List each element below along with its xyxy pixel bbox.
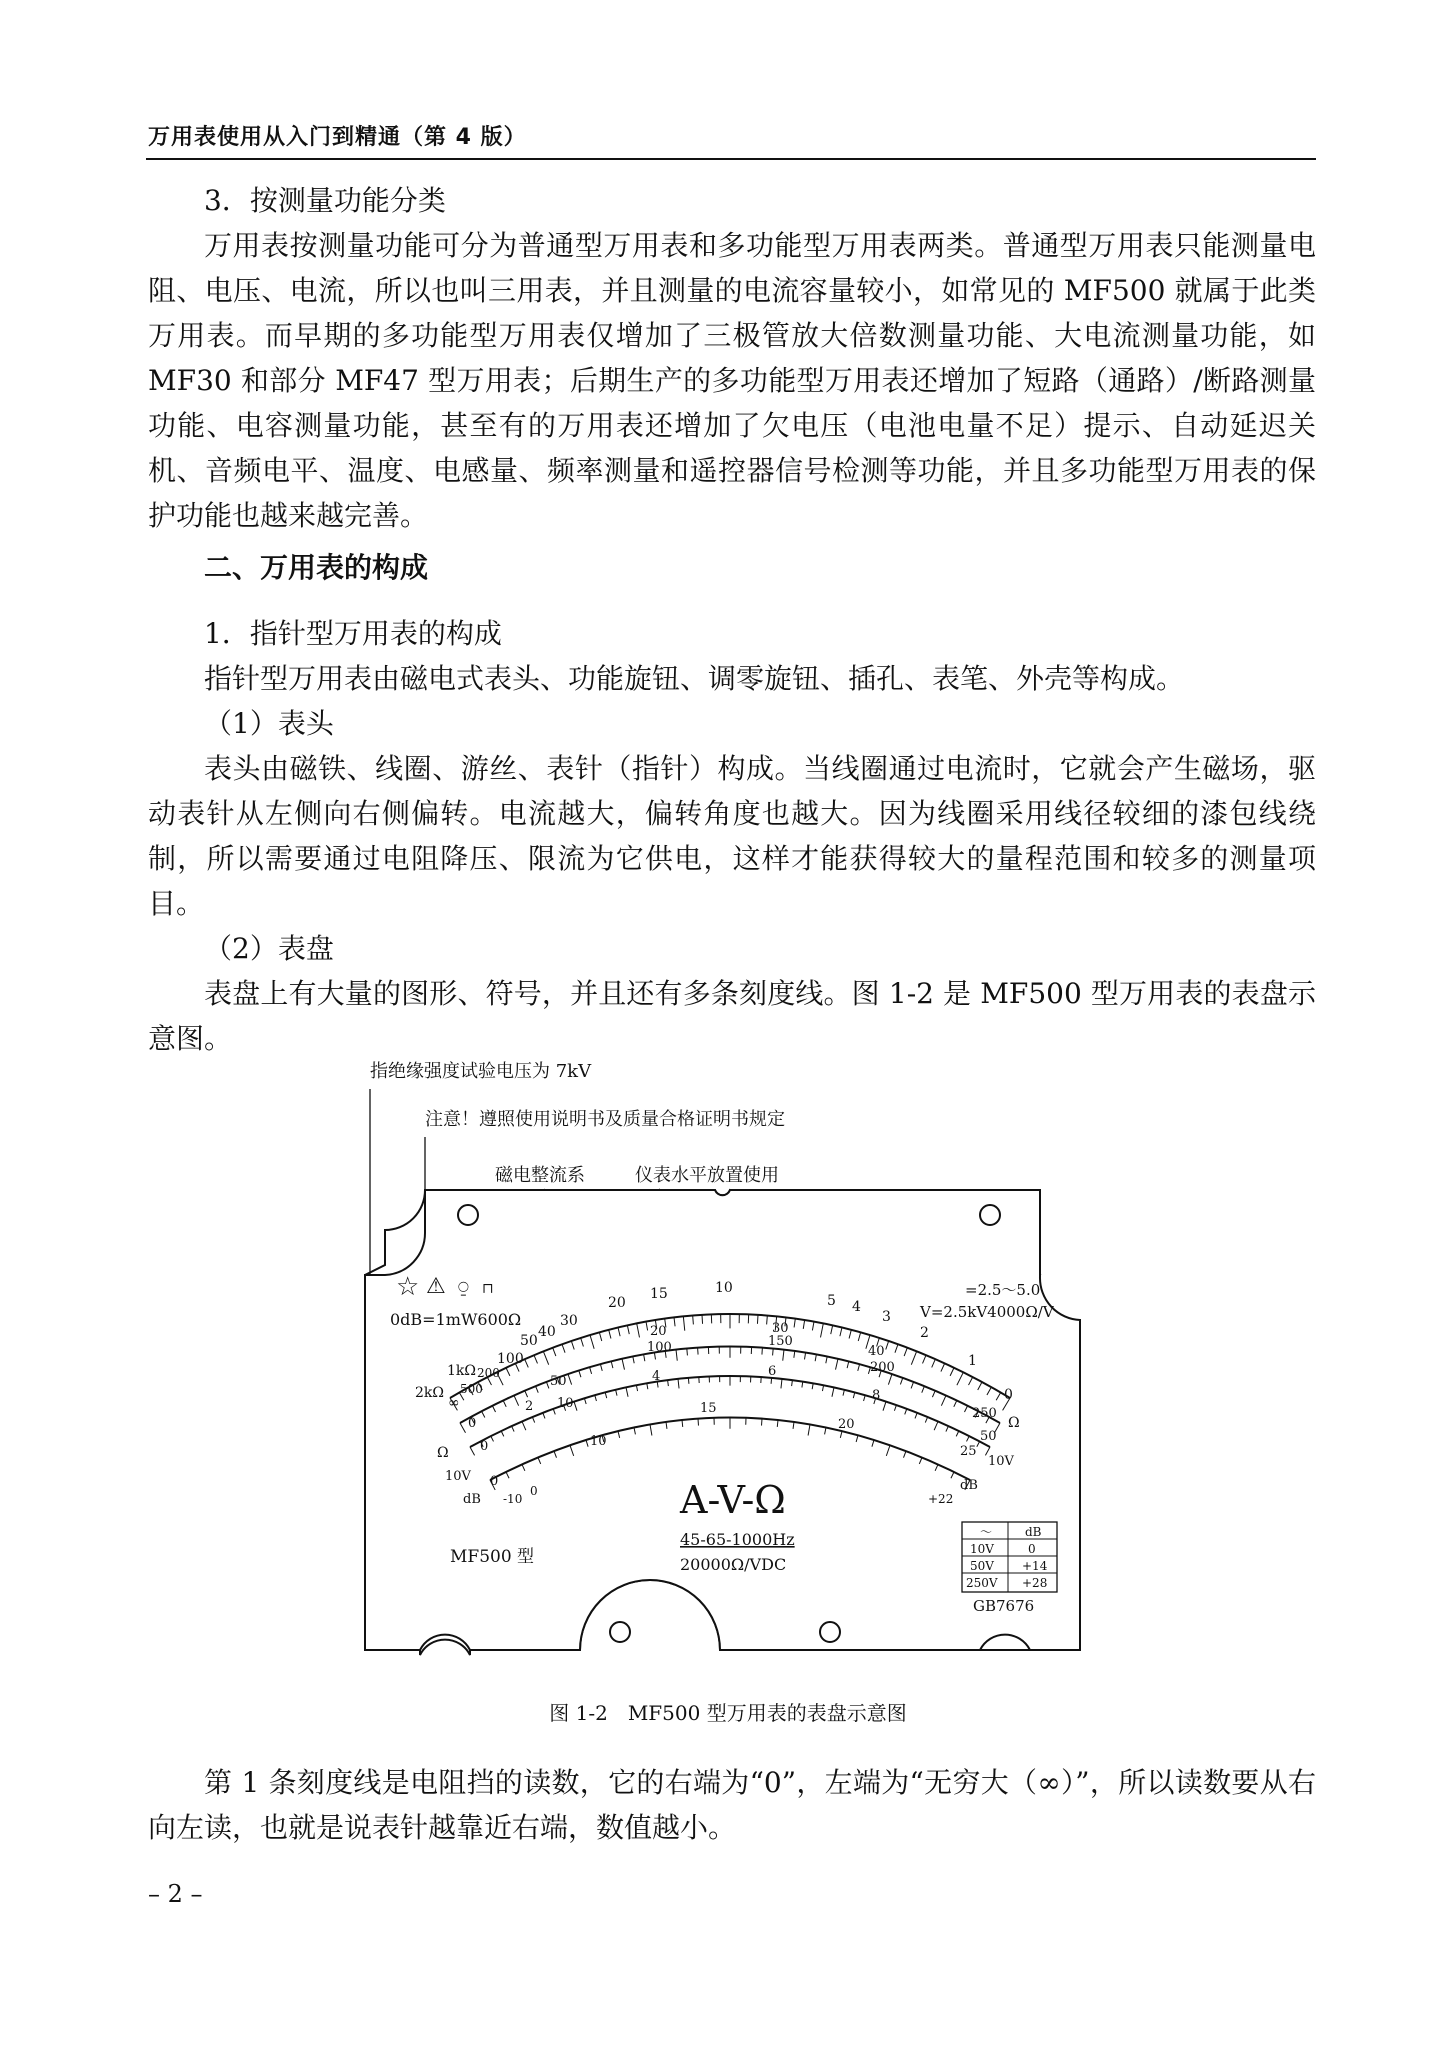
chapter-heading-composition: 二、万用表的构成 [204,551,429,584]
model-text: MF500 型 [450,1547,535,1567]
dial-diagram [360,1055,1090,1695]
ohm-tick-label: 15 [650,1286,668,1302]
db-table-header: dB [1025,1525,1042,1539]
right-scale-label: 10V [988,1454,1014,1469]
body-section-2-content [148,611,1316,1061]
ohm-tick-label: 40 [538,1324,556,1340]
db-table-cell: 50V [970,1559,994,1573]
ohm-tick-label: 500 [460,1382,483,1396]
callout-horizontal-label: 仪表水平放置使用 [635,1165,779,1186]
scale-tick [702,1315,703,1324]
db-table-header: ～ [980,1525,993,1539]
running-header: 万用表使用从入门到精通（第 4 版） [148,125,527,150]
page-number: – 2 – [148,1880,203,1908]
scale2-tick-label: 50 [550,1374,567,1389]
header-rule [146,158,1316,160]
callout-rectifier-label: 磁电整流系 [495,1165,585,1186]
body-section-closing [148,1760,1316,1850]
horizontal-icon: ⊓ [482,1281,494,1297]
scale3-tick-label: 40 [868,1344,885,1359]
ohm-tick-label: 4 [852,1299,861,1315]
left-scale-label: 10V [445,1469,471,1484]
scale3-tick-label: 50 [980,1429,997,1444]
scale-tick [687,1348,688,1355]
figure-mf500-dial [360,1055,1090,1695]
left-scale-label: Ω [437,1445,449,1461]
ohm-tick-label: 0 [1004,1387,1013,1403]
ohm-tick-label: 200 [477,1366,500,1380]
brand-text: A-V-Ω [680,1478,786,1522]
db-tick-label: 0 [530,1484,538,1498]
ohm-tick-label: 3 [882,1309,891,1325]
sub-heading-pointer-meter: 1．指针型万用表的构成 [204,617,502,650]
ohm-tick-label: 1 [968,1353,977,1369]
ohm-tick-label: 2kΩ [415,1385,444,1401]
scale5-tick-label: 25 [960,1444,977,1459]
db-tick-label: +22 [928,1492,954,1506]
scale3-tick-label: 20 [650,1324,667,1339]
db-reference-text: 0dB=1mW600Ω [390,1310,522,1329]
scale5-tick-label: 0 [490,1474,499,1489]
body-section-2 [148,545,1316,590]
paragraph-dial: 表盘上有大量的图形、符号，并且还有多条刻度线。图 1-2 是 MF500 型万用表的表盘示意图。 [148,977,1316,1055]
scale2-tick-label: 200 [870,1360,895,1375]
section-heading-3: 3．按测量功能分类 [204,184,446,217]
frequency-text: 45-65-1000Hz [680,1530,795,1549]
ohm-tick-label: 5 [827,1293,836,1309]
callout-warning-label: 注意！遵照使用说明书及质量合格证明书规定 [425,1109,785,1130]
scale3-tick-label: 0 [480,1439,489,1454]
paragraph-intro: 指针型万用表由磁电式表头、功能旋钮、调零旋钮、插孔、表笔、外壳等构成。 [204,662,1185,695]
db-table-cell: 10V [970,1542,994,1556]
ohm-tick-label: 50 [520,1333,538,1349]
db-table-cell: 250V [966,1576,998,1590]
right-scale-label: dB [960,1478,978,1493]
db-tick-label: -10 [503,1492,523,1506]
scale4-tick-label: 2 [525,1399,534,1414]
ohm-tick-label: 100 [497,1351,524,1367]
ohm-tick-label: 20 [608,1295,626,1311]
scale-tick [773,1348,774,1355]
warning-icon: ⚠ [426,1274,446,1299]
ohm-tick-label: 1kΩ [447,1363,476,1379]
item-heading-meter-head: （1）表头 [204,707,334,740]
scale4-tick-label: 6 [768,1364,777,1379]
scale-tick [688,1378,689,1384]
scale4-tick-label: 4 [652,1369,661,1384]
left-scale-label: dB [463,1492,481,1507]
standard-text: GB7676 [973,1597,1035,1615]
scale-tick [757,1315,758,1324]
figure-caption: 图 1-2 MF500 型万用表的表盘示意图 [549,1701,907,1725]
right-scale-label: Ω [1008,1415,1020,1431]
paragraph-function-classification: 万用表按测量功能可分为普通型万用表和多功能型万用表两类。普通型万用表只能测量电阻、电压、电流，所以也叫三用表，并且测量的电流容量较小，如常见的 MF500 就属于此类万用表。而早期的多功能型万用表仅增加了三极管放大倍数测量功能、大电流测量功能，如 MF30 和部分 MF47 型万用表；后期生产的多功能型万用表还增加了短路（通路）/断路测量功能、电容测量功能，甚至有的万用表还增加了欠电压（电池电量不足）提示、自动延迟关机、音频电平、温度、电感量、频率测量和遥控器信号检测等功能，并且多功能型万用表的保护功能也越来越完善。 [148,229,1316,532]
ohm-tick-label: 30 [560,1313,578,1329]
star-icon: ☆ [396,1272,420,1302]
sensitivity-text: 20000Ω/VDC [680,1555,787,1574]
scale2-tick-label: 100 [647,1340,672,1355]
mounting-hole [610,1622,630,1642]
paragraph-ohm-scale: 第 1 条刻度线是电阻挡的读数，它的右端为“0”，左端为“无穷大（∞）”，所以读数要从右向左读，也就是说表针越靠近右端，数值越小。 [148,1766,1316,1844]
scale5-tick-label: 15 [700,1401,717,1416]
ac-spec-text: V=2.5kV4000Ω/V [920,1303,1054,1321]
db-table-cell: +14 [1022,1559,1048,1573]
db-table-cell: +28 [1022,1576,1048,1590]
paragraph-meter-head: 表头由磁铁、线圈、游丝、表针（指针）构成。当线圈通过电流时，它就会产生磁场，驱动表针从左侧向右侧偏转。电流越大，偏转角度也越大。因为线圈采用线径较细的漆包线绕制，所以需要通过电阻降压、限流为它供电，这样才能获得较大的量程范围和较多的测量项目。 [148,752,1316,920]
scale2-tick-label: 150 [768,1334,793,1349]
scale3-tick-label: 10 [557,1396,574,1411]
db-table-cell: 0 [1028,1542,1036,1556]
callout-star-label: 指绝缘强度试验电压为 7kV [370,1061,592,1082]
scale2-tick-label: 250 [972,1406,997,1421]
scale3-tick-label: 30 [772,1321,789,1336]
ohm-tick-label: ∞ [448,1395,460,1411]
ohm-tick-label: 2 [920,1325,929,1341]
rectifier-icon: ⍜ [458,1277,469,1298]
scale5-tick-label: 20 [838,1417,855,1432]
ac-range-text: =2.5～5.0 [965,1281,1041,1299]
body-section-1 [148,178,1316,538]
scale5-tick-label: 10 [590,1434,607,1449]
ohm-tick-label: 10 [715,1280,733,1296]
scale4-tick-label: 8 [872,1388,881,1403]
scale2-tick-label: 0 [468,1416,477,1431]
item-heading-dial: （2）表盘 [204,932,334,965]
